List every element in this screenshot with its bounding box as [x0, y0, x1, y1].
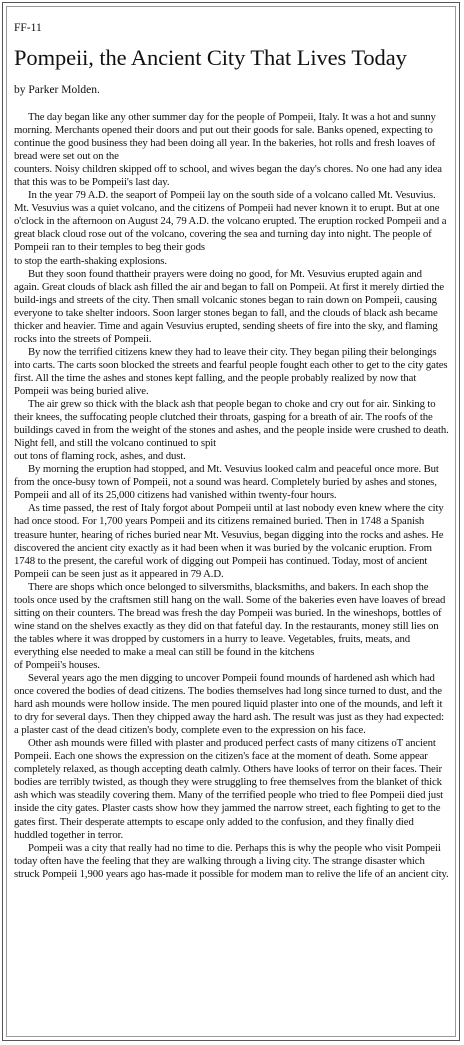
- paragraph: There are shops which once belonged to silversmiths, blacksmiths, and bakers. In each shop the tools once used by the craftsmen still hang on the wall. Some of the bakeries even have loaves of bread sitting on their counters. The bread was fresh the day Pompeii was buried. In the wineshops, bottles of wine stand on the shelves exactly as they did on that fateful day. In the restaurants, money still lies on the tables where it was dropped by customers in a hurry to leave. Vegetables, fruits, meats, and everything else needed to make a meal can still be found in the kitchens of Pompeii's houses.: [14, 580, 446, 671]
- document-code: FF-11: [14, 22, 42, 34]
- paragraph: Other ash mounds were filled with plaster and produced perfect casts of many citizens oT ancient Pompeii. Each one shows the expression on the citizen's face at the moment of death. Some appear completely relaxed, as though accepting death calmly. Others have looks of terror on their faces. Their bodies are terribly twisted, as though they were struggling to free themselves from the blanket of thick ash which was steadily covering them. Many of the terrified people who tried to flee Pompeii died just inside the city gates. Plaster casts show how they jammed the narrow street, each fighting to get to the gates first. Their desperate attempts to escape only added to the confusion, and they finally died huddled together in terror.: [14, 737, 443, 841]
- document-sheet: [6, 6, 456, 1037]
- paragraph: As time passed, the rest of Italy forgot about Pompeii until at last nobody even knew where the city had once stood. For 1,700 years Pompeii and its citizens remained buried. Then in 1748 a Spanish treasure hunter, hearing of riches buried near Mt. Vesuvius, began digging into the rocks and ashes. He discovered the ancient city exactly as it had been when it was buried by the volcanic eruption. From 1748 to the present, the careful work of digging out Pompeii has continued. Today, most of ancient Pompeii can be seen just as it appeared in 79 A.D.: [14, 502, 444, 580]
- paragraph: The air grew so thick with the black ash that people began to choke and cry out for air. Sinking to their knees, the suffocating people clutched their throats, gasping for a breath of air. The roofs of the buildings caved in from the weight of the stones and ashes, and the people inside were crushed to death. Night fell, and still the volcano continued to spit out tons of flaming rock, ashes, and dust.: [14, 398, 449, 463]
- paragraph: The day began like any other summer day for the people of Pompeii, Italy. It was a hot and sunny morning. Merchants opened their doors and put out their goods for sale. Banks opened, expecting to continue the good business they had been doing all year. In the bakeries, hot rolls and fresh loaves of bread were set out on the counters. Noisy children skipped off to school, and wives began the day's chores. No one had any idea that this was to be Pompeii's last day.: [14, 111, 442, 189]
- byline: by Parker Molden.: [14, 84, 100, 96]
- paragraph: Several years ago the men digging to uncover Pompeii found mounds of hardened ash which had once covered the bodies of dead citizens. The bodies themselves had long since turned to dust, and the hard ash mounds were hollow inside. The men poured liquid plaster into one of the mounds, and left it to dry for several days. Then they chipped away the hard ash. The result was just as they had expected: a plaster cast of the dead citizen's body, complete even to the expression on his face.: [14, 672, 444, 737]
- page-border: [2, 2, 460, 1041]
- paragraph: But they soon found thattheir prayers were doing no good, for Mt. Vesuvius erupted again and again. Great clouds of black ash filled the air and began to fall on Pompeii. At first it merely dirtied the build-ings and streets of the city. Then small volcanic stones began to rain down on Pompeii, causing everyone to take shelter indoors. Soon larger stones began to fall, and the clouds of black ash became thicker and heavier. Time and again Vesuvius erupted, sending sheets of fire into the sky, and flaming rocks into the streets of Pompeii.: [14, 267, 445, 345]
- document-title: Pompeii, the Ancient City That Lives Today: [14, 45, 407, 70]
- paragraph: By morning the eruption had stopped, and Mt. Vesuvius looked calm and peaceful once more. But from the once-busy town of Pompeii, not a sound was heard. Completely buried by ashes and stones, Pompeii and all of its 25,000 citizens had vanished within twenty-four hours.: [14, 463, 439, 502]
- article-body: [14, 111, 449, 881]
- paragraph: By now the terrified citizens knew they had to leave their city. They began piling their belongings into carts. The carts soon blocked the streets and fearful people fought each other to get to the city gates first. All the time the ashes and stones kept falling, and the people probably realized by now that Pompeii was being buried alive.: [14, 345, 448, 397]
- paragraph: Pompeii was a city that really had no time to die. Perhaps this is why the people who visit Pompeii today often have the feeling that they are walking through a living city. The strange disaster which struck Pompeii 1,900 years ago has-made it possible for modem man to relive the life of an ancient city.: [14, 841, 449, 880]
- paragraph: In the year 79 A.D. the seaport of Pompeii lay on the south side of a volcano called Mt. Vesuvius. Mt. Vesuvius was a quiet volcano, and the citizens of Pompeii had never known it to erupt. But at one o'clock in the afternoon on August 24, 79 A.D. the volcano erupted. The eruption rocked Pompeii and a great black cloud rose out of the volcano, covering the sea and turning day into night. The people of Pompeii ran to their temples to beg their gods to stop the earth-shaking explosions.: [14, 189, 447, 267]
